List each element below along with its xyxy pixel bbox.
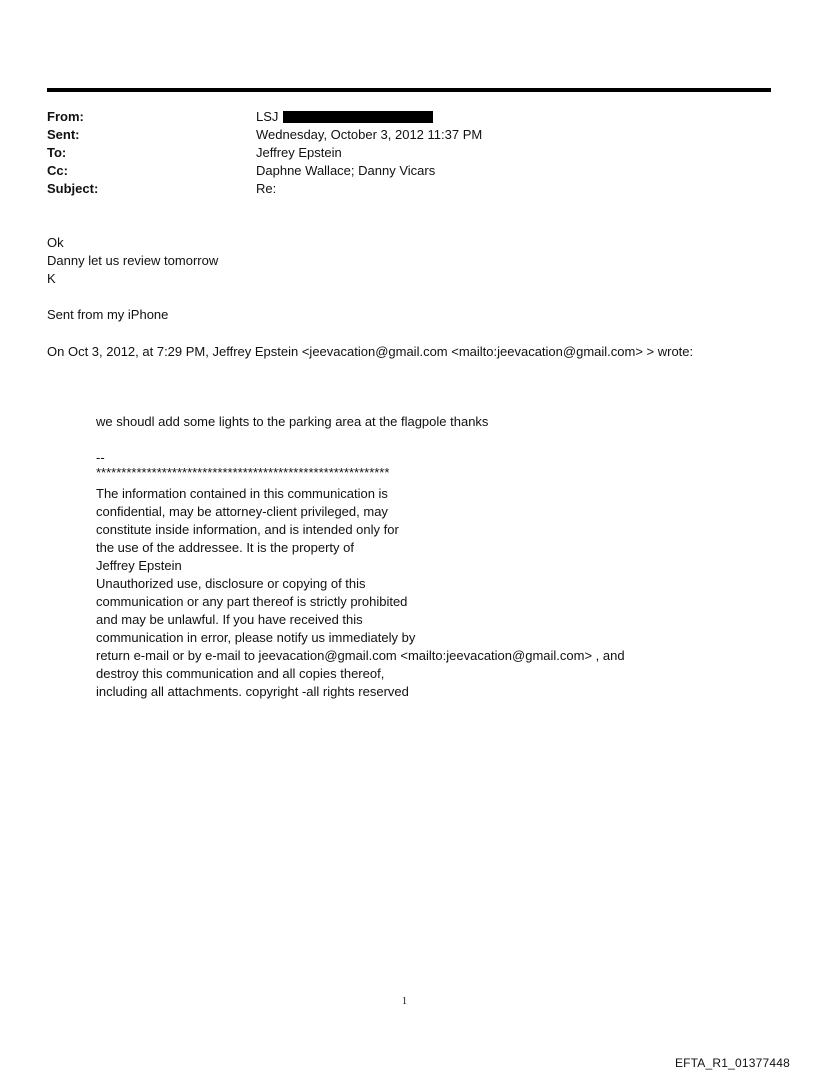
body-line: K	[47, 271, 56, 286]
bates-number: EFTA_R1_01377448	[674, 1056, 790, 1070]
cc-value: Daphne Wallace; Danny Vicars	[256, 163, 436, 178]
signature-line: Sent from my iPhone	[47, 307, 169, 322]
page-number: 1	[402, 996, 407, 1007]
stars-divider: **********************************************************	[96, 465, 390, 480]
disclaimer-line: communication or any part thereof is strictly prohibited	[96, 594, 408, 609]
disclaimer-line: Unauthorized use, disclosure or copying of this	[96, 576, 366, 591]
redaction-block	[283, 111, 433, 123]
subject-value: Re:	[256, 181, 277, 196]
disclaimer-line: Jeffrey Epstein	[96, 558, 182, 573]
from-value	[256, 108, 433, 126]
from-name: LSJ	[256, 109, 279, 124]
cc-label: Cc:	[47, 163, 68, 178]
quoted-message: we shoudl add some lights to the parking area at the flagpole thanks	[96, 414, 489, 429]
wrote-line: On Oct 3, 2012, at 7:29 PM, Jeffrey Epstein <jeevacation@gmail.com <mailto:jeevacation@gmail.com> > wrote:	[47, 344, 694, 359]
body-line: Danny let us review tomorrow	[47, 253, 219, 268]
disclaimer-line: the use of the addressee. It is the property of	[96, 540, 354, 555]
subject-label: Subject:	[47, 181, 99, 196]
disclaimer-line: The information contained in this communication is	[96, 486, 388, 501]
disclaimer-line: and may be unlawful. If you have received this	[96, 612, 363, 627]
header-rule	[47, 88, 771, 92]
sent-label: Sent:	[47, 127, 80, 142]
signature-separator: --	[96, 450, 105, 465]
disclaimer-line: confidential, may be attorney-client privileged, may	[96, 504, 388, 519]
disclaimer-line: return e-mail or by e-mail to jeevacation@gmail.com <mailto:jeevacation@gmail.com> , and	[96, 648, 625, 663]
disclaimer-line: including all attachments. copyright -all rights reserved	[96, 684, 409, 699]
disclaimer-line: constitute inside information, and is intended only for	[96, 522, 399, 537]
from-label: From:	[47, 109, 84, 124]
disclaimer-line: destroy this communication and all copies thereof,	[96, 666, 385, 681]
to-value: Jeffrey Epstein	[256, 145, 342, 160]
to-label: To:	[47, 145, 67, 160]
disclaimer-line: communication in error, please notify us immediately by	[96, 630, 416, 645]
body-line: Ok	[47, 235, 64, 250]
sent-value: Wednesday, October 3, 2012 11:37 PM	[256, 127, 483, 142]
